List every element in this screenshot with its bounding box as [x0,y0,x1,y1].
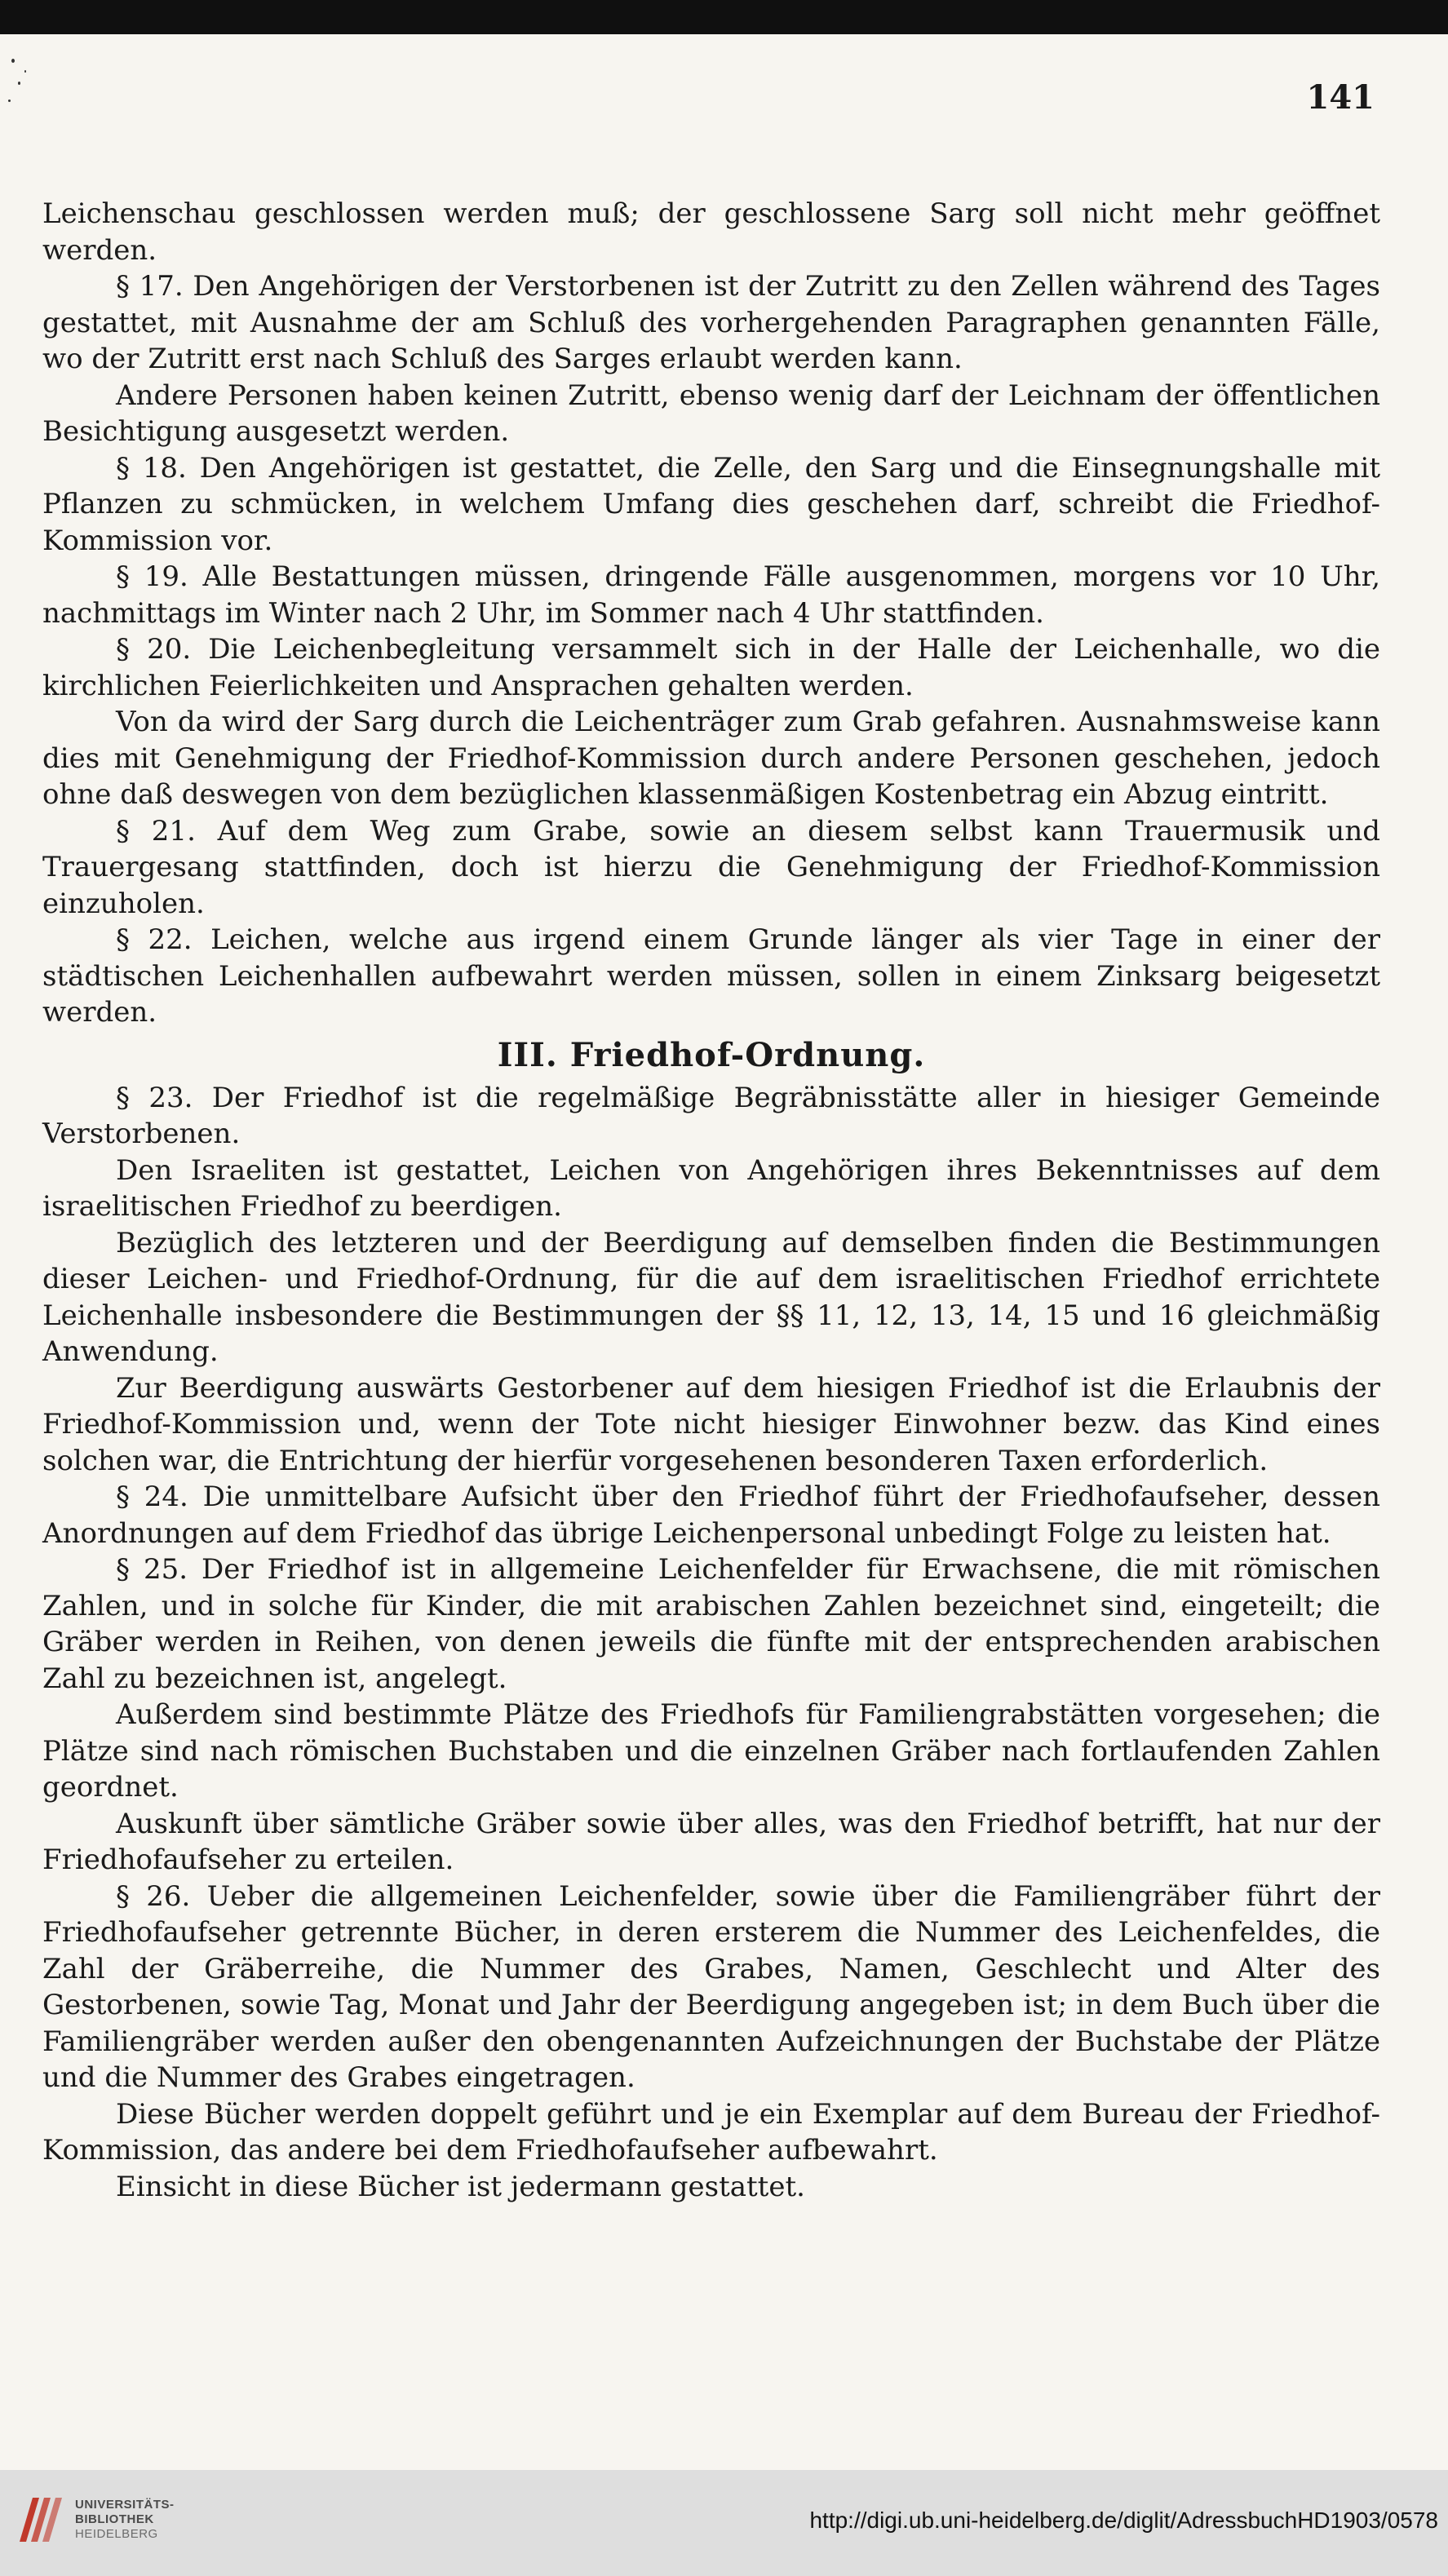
paragraph: § 26. Ueber die allgemeinen Leichenfelder, sowie über die Familiengräber führt der Friedhofaufseher getrennte Bücher, in deren ersterem die Nummer des Leichenfeldes, die Zahl der Gräberreihe, die Nummer des Grabes, Namen, Geschlecht und Alter des Gestorbenen, sowie Tag, Monat und Jahr der Beerdigung angegeben ist; in dem Buch über die Familiengräber werden außer den obengenannten Aufzeichnungen der Buchstabe der Plätze und die Nummer des Grabes eingetragen. [42,1879,1380,2094]
paragraph: § 20. Die Leichenbegleitung versammelt sich in der Halle der Leichenhalle, wo die kirchlichen Feierlichkeiten und Ansprachen gehalten werden. [42,633,1380,702]
paragraph: Außerdem sind bestimmte Plätze des Friedhofs für Familiengrabstätten vorgesehen; die Plätze sind nach römischen Buchstaben und die einzelnen Gräber nach fortlaufenden Zahlen geordnet. [42,1698,1380,1804]
scan-speck [11,59,15,63]
paragraph: Auskunft über sämtliche Gräber sowie über alles, was den Friedhof betrifft, hat nur der Friedhofaufseher zu erteilen. [42,1807,1380,1876]
paragraph: Leichenschau geschlossen werden muß; der geschlossene Sarg soll nicht mehr geöffnet werden. [42,197,1380,267]
scan-top-edge [0,0,1448,34]
paragraph: Zur Beerdigung auswärts Gestorbener auf dem hiesigen Friedhof ist die Erlaubnis der Friedhof-Kommission und, wenn der Tote nicht hiesiger Einwohner bezw. das Kind eines solchen war, die Entrichtung der hierfür vorgesehenen besonderen Taxen erforderlich. [42,1371,1380,1477]
section-heading: III. Friedhof-Ordnung. [497,1035,926,1074]
paragraph: § 19. Alle Bestattungen müssen, dringende Fälle ausgenommen, morgens vor 10 Uhr, nachmittags im Winter nach 2 Uhr, im Sommer nach 4 Uhr stattfinden. [42,560,1380,630]
library-logo-icon [15,2491,64,2548]
paragraph: § 24. Die unmittelbare Aufsicht über den Friedhof führt der Friedhofaufseher, dessen Anordnungen auf dem Friedhof das übrige Leichenpersonal unbedingt Folge zu leisten hat. [42,1481,1380,1550]
logo-line-2: BIBLIOTHEK [75,2512,154,2526]
paragraph: Einsicht in diese Bücher ist jedermann gestattet. [116,2170,805,2203]
paragraph: § 22. Leichen, welche aus irgend einem Grunde länger als vier Tage in einer der städtischen Leichenhallen aufbewahrt werden müssen, sollen in einem Zinksarg beigesetzt werden. [42,923,1380,1029]
paragraph: Bezüglich des letzteren und der Beerdigung auf demselben finden die Bestimmungen dieser Leichen- und Friedhof-Ordnung, für die auf dem israelitischen Friedhof errichtete Leichenhalle insbesondere die Bestimmungen der §§ 11, 12, 13, 14, 15 und 16 gleichmäßig Anwendung. [42,1226,1380,1368]
logo-line-1: UNIVERSITÄTS- [75,2498,175,2512]
document-body [42,196,1380,2205]
scan-speck [8,100,11,102]
paragraph: Den Israeliten ist gestattet, Leichen von Angehörigen ihres Bekenntnisses auf dem israelitischen Friedhof zu beerdigen. [42,1153,1380,1223]
footer-bar [0,2470,1448,2576]
paragraph: § 25. Der Friedhof ist in allgemeine Leichenfelder für Erwachsene, die mit römischen Zahlen, und in solche für Kinder, die mit arabischen Zahlen bezeichnet sind, eingeteilt; die Gräber werden in Reihen, von denen jeweils die fünfte mit der entsprechenden arabischen Zahl zu bezeichnen ist, angelegt. [42,1553,1380,1695]
paragraph: § 17. Den Angehörigen der Verstorbenen ist der Zutritt zu den Zellen während des Tages gestattet, mit Ausnahme der am Schluß des vorhergehenden Paragraphen genannten Fälle, wo der Zutritt erst nach Schluß des Sarges erlaubt werden kann. [42,270,1380,375]
paragraphs-before-heading [42,196,1380,1031]
paragraph: Diese Bücher werden doppelt geführt und je ein Exemplar auf dem Bureau der Friedhof-Kommission, das andere bei dem Friedhofaufseher aufbewahrt. [42,2097,1380,2167]
scan-speck [18,82,20,85]
scan-speck [24,70,26,73]
library-logo-text [75,2498,175,2542]
paragraph: § 18. Den Angehörigen ist gestattet, die Zelle, den Sarg und die Einsegnungshalle mit Pflanzen zu schmücken, in welchem Umfang dies geschehen darf, schreibt die Friedhof-Kommission vor. [42,451,1380,557]
paragraph: Andere Personen haben keinen Zutritt, ebenso wenig darf der Leichnam der öffentlichen Besichtigung ausgesetzt werden. [42,378,1380,448]
page-number: 141 [1306,78,1375,117]
logo-line-3: HEIDELBERG [75,2527,158,2541]
library-logo[interactable] [15,2491,175,2548]
paragraph: Von da wird der Sarg durch die Leichenträger zum Grab gefahren. Ausnahmsweise kann dies mit Genehmigung der Friedhof-Kommission durch andere Personen geschehen, jedoch ohne daß deswegen von dem bezüglichen klassenmäßigen Kostenbetrag ein Abzug eintritt. [42,706,1380,811]
paragraph: § 21. Auf dem Weg zum Grabe, sowie an diesem selbst kann Trauermusik und Trauergesang stattfinden, doch ist hierzu die Genehmigung der Friedhof-Kommission einzuholen. [42,814,1380,920]
paragraphs-after-heading [42,1080,1380,2206]
paragraph: § 23. Der Friedhof ist die regelmäßige Begräbnisstätte aller in hiesiger Gemeinde Verstorbenen. [42,1081,1380,1150]
source-url-link[interactable]: http://digi.ub.uni-heidelberg.de/diglit/AdressbuchHD1903/0578 [809,2507,1438,2533]
